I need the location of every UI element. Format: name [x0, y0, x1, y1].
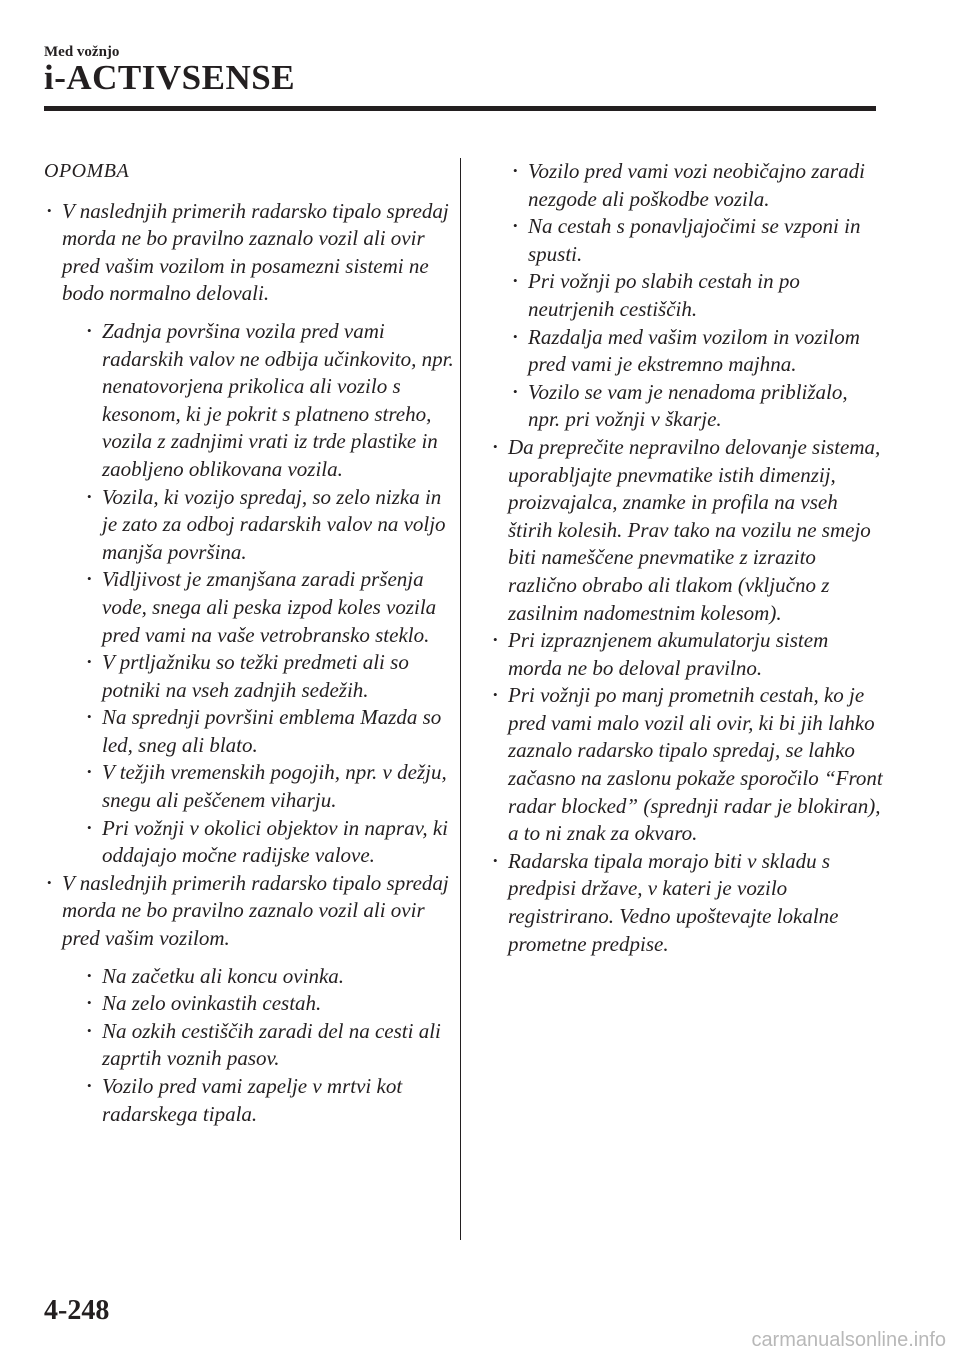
list-item — [44, 870, 454, 1128]
sub-list-item: • Na cestah s ponavljajočimi se vzponi in spusti. — [493, 213, 883, 268]
note-list — [44, 198, 454, 1129]
sub-list-item: • Na začetku ali koncu ovinka. — [62, 963, 454, 991]
column-divider — [460, 158, 461, 1240]
page-number: 4-248 — [44, 1295, 110, 1326]
sub-list-item: • Vozilo se vam je nenadoma približalo, npr. pri vožnji v škarje. — [493, 379, 883, 434]
sub-list-item: • Vozilo pred vami vozi neobičajno zaradi nezgode ali poškodbe vozila. — [493, 158, 883, 213]
sub-list-item: • Na zelo ovinkastih cestah. — [62, 990, 454, 1018]
list-item — [44, 198, 454, 870]
sub-list — [62, 963, 454, 1129]
sub-list-item: • Na ozkih cestiščih zaradi del na cesti ali zaprtih voznih pasov. — [62, 1018, 454, 1073]
right-column — [493, 158, 883, 958]
list-item-text: V naslednjih primerih radarsko tipalo spredaj morda ne bo pravilno zaznalo vozil ali ovir pred vašim vozilom in posamezni sistemi ne bodo normalno delovali. — [62, 198, 449, 306]
header-rule — [44, 106, 876, 111]
watermark: carmanualsonline.info — [751, 1329, 946, 1351]
sub-list-item: • Zadnja površina vozila pred vami radarskih valov ne odbija učinkovito, npr. nenatovorjena prikolica ali vozilo s kesonom, ki je pokrit s platneno streho, vozila z zadnjimi vrati iz trde plastike in zaobljeno oblikovana vozila. — [62, 318, 454, 484]
note-heading: OPOMBA — [44, 160, 130, 182]
sub-list-item: • Pri vožnji po slabih cestah in po neutrjenih cestiščih. — [493, 268, 883, 323]
sub-list-item: • Vozila, ki vozijo spredaj, so zelo nizka in je zato za odboj radarskih valov na voljo manjša površina. — [62, 484, 454, 567]
sub-list — [493, 158, 883, 434]
sub-list-item: • V težjih vremenskih pogojih, npr. v dežju, snegu ali peščenem viharju. — [62, 759, 454, 814]
sub-list-item: • Razdalja med vašim vozilom in vozilom pred vami je ekstremno majhna. — [493, 324, 883, 379]
list-item-text: V naslednjih primerih radarsko tipalo spredaj morda ne bo pravilno zaznalo vozil ali ovir pred vašim vozilom. — [62, 870, 449, 951]
page-title: i-ACTIVSENSE — [44, 58, 296, 97]
left-column — [44, 158, 454, 1128]
note-list — [493, 434, 883, 958]
section-label: Med vožnjo — [44, 44, 120, 60]
sub-list-item: • Na sprednji površini emblema Mazda so led, sneg ali blato. — [62, 704, 454, 759]
sub-list-item: • Vidljivost je zmanjšana zaradi pršenja vode, snega ali peska izpod koles vozila pred vami na vaše vetrobransko steklo. — [62, 566, 454, 649]
sub-list-item: • Pri vožnji v okolici objektov in naprav, ki oddajajo močne radijske valove. — [62, 815, 454, 870]
list-item: • Pri vožnji po manj prometnih cestah, ko je pred vami malo vozil ali ovir, ki bi jih lahko zaznalo radarsko tipalo spredaj, se lahko začasno na zaslonu pokaže sporočilo “Front radar blocked” (sprednji radar je blokiran), a to ni znak za okvaro. — [493, 682, 883, 848]
sub-list-item: • Vozilo pred vami zapelje v mrtvi kot radarskega tipala. — [62, 1073, 454, 1128]
list-item: • Da preprečite nepravilno delovanje sistema, uporabljajte pnevmatike istih dimenzij, proizvajalca, znamke in profila na vseh štirih kolesih. Prav tako na vozilu ne smejo biti nameščene pnevmatike z izrazito različno obrabo ali tlakom (vključno z zasilnim nadomestnim kolesom). — [493, 434, 883, 627]
sub-list-item: • V prtljažniku so težki predmeti ali so potniki na vseh zadnjih sedežih. — [62, 649, 454, 704]
sub-list — [62, 318, 454, 870]
list-item: • Pri izpraznjenem akumulatorju sistem morda ne bo deloval pravilno. — [493, 627, 883, 682]
list-item: • Radarska tipala morajo biti v skladu s predpisi države, v kateri je vozilo registrirano. Vedno upoštevajte lokalne prometne predpise. — [493, 848, 883, 958]
